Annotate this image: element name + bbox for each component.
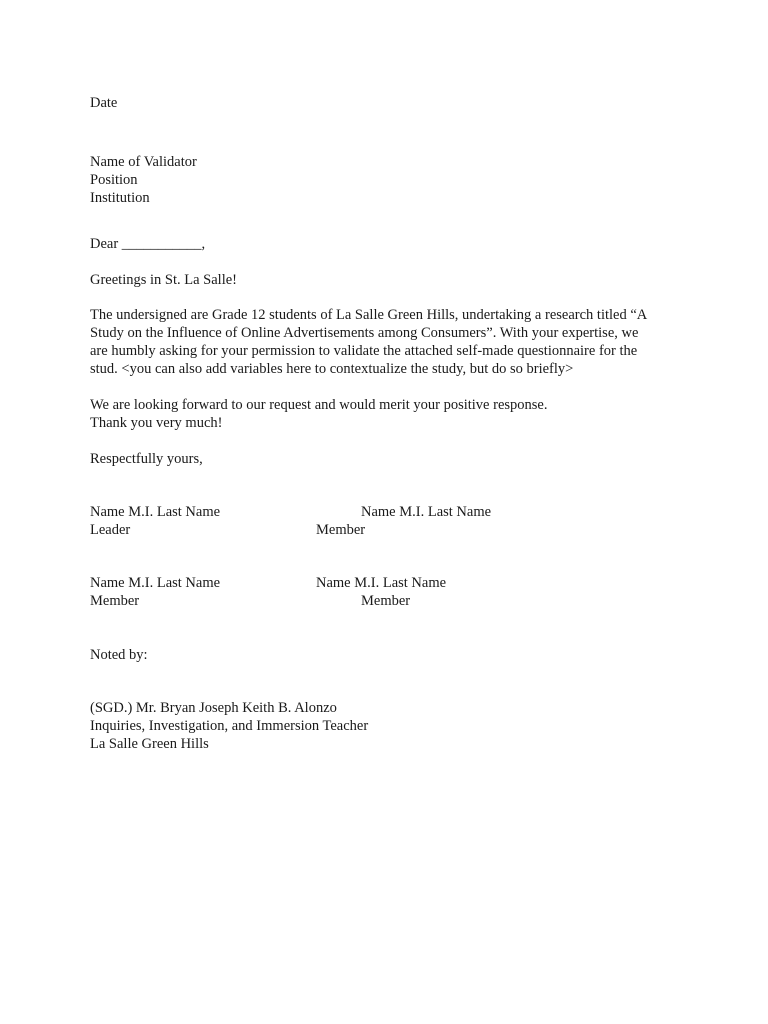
date-line: Date [90, 95, 118, 111]
greeting: Greetings in St. La Salle! [90, 272, 237, 288]
signatory-2-name: Name M.I. Last Name [361, 504, 492, 520]
signatory-2-role: Member [316, 522, 366, 538]
recipient-name: Name of Validator [90, 154, 197, 170]
closing-line-1: We are looking forward to our request and would merit your positive response. [90, 397, 548, 413]
body-paragraph-line-1: The undersigned are Grade 12 students of La Salle Green Hills, undertaking a research titled “A [90, 307, 648, 323]
body-paragraph-line-2: Study on the Influence of Online Advertisements among Consumers”. With your expertise, we [90, 325, 639, 341]
recipient-position: Position [90, 172, 138, 188]
valediction: Respectfully yours, [90, 451, 203, 467]
noter-name: (SGD.) Mr. Bryan Joseph Keith B. Alonzo [90, 700, 337, 716]
signatory-4-role: Member [361, 593, 411, 609]
noter-institution: La Salle Green Hills [90, 736, 209, 752]
body-paragraph-line-4: stud. <you can also add variables here to contextualize the study, but do so briefly> [90, 361, 574, 377]
noter-title: Inquiries, Investigation, and Immersion Teacher [90, 718, 369, 734]
signatory-3-name: Name M.I. Last Name [90, 575, 221, 591]
salutation: Dear ___________, [90, 236, 206, 252]
signatory-1-name: Name M.I. Last Name [90, 504, 221, 520]
noted-by-label: Noted by: [90, 647, 148, 663]
body-paragraph-line-3: are humbly asking for your permission to validate the attached self-made questionnaire for the [90, 343, 638, 359]
signatory-4-name: Name M.I. Last Name [316, 575, 447, 591]
signatory-3-role: Member [90, 593, 140, 609]
signatory-1-role: Leader [90, 522, 131, 538]
recipient-institution: Institution [90, 190, 150, 206]
closing-line-2: Thank you very much! [90, 415, 223, 431]
